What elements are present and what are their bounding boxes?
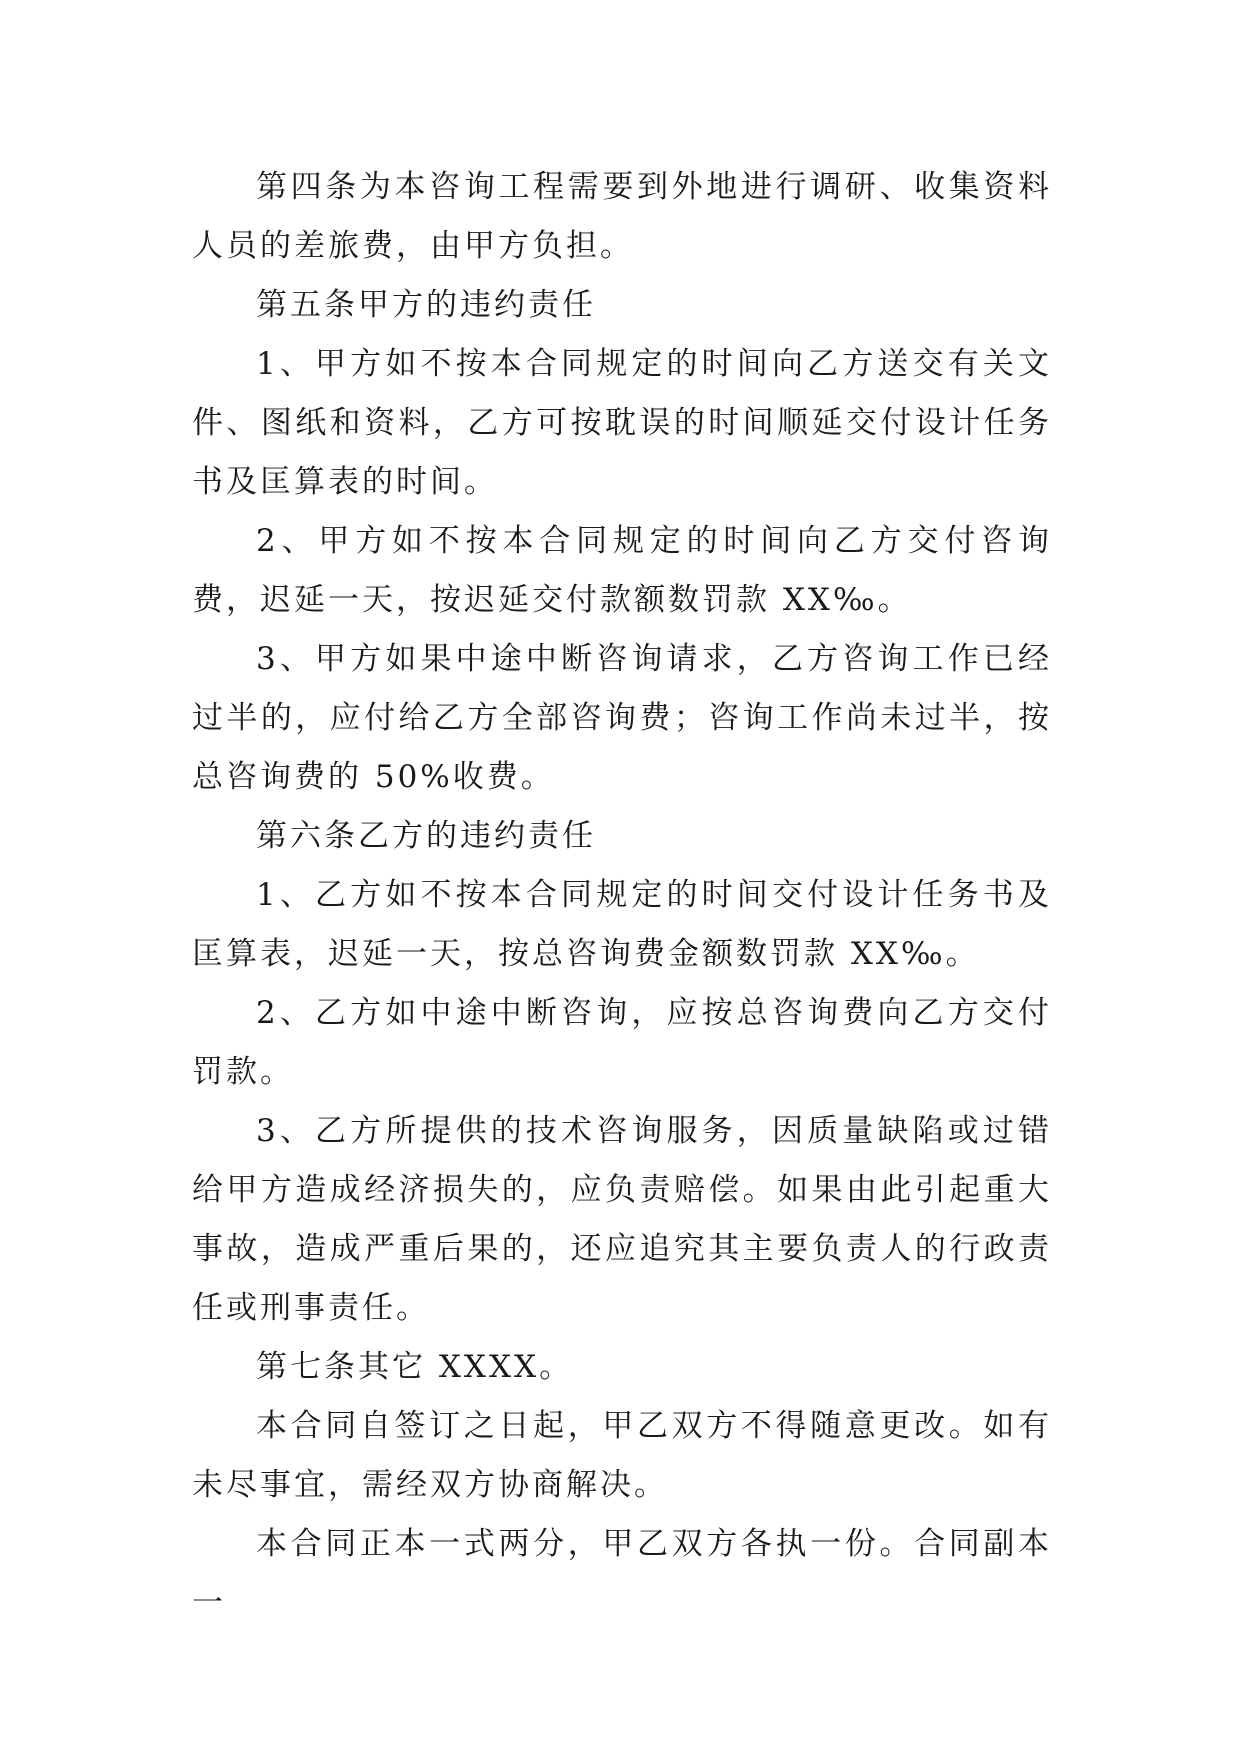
heading-article-5: 第五条甲方的违约责任 xyxy=(256,287,596,323)
paragraph-effective-clause: 本合同自签订之日起，甲乙双方不得随意更改。如有未尽事宜，需经双方协商解决。 xyxy=(192,1408,1052,1503)
paragraph-article-6-item-1: 1、乙方如不按本合同规定的时间交付设计任务书及匡算表，迟延一天，按总咨询费金额数罚款 XX‰。 xyxy=(192,877,1052,972)
paragraph-article-5-item-2: 2、甲方如不按本合同规定的时间向乙方交付咨询费，迟延一天，按迟延交付款额数罚款 XX‰。 xyxy=(192,523,1052,618)
document-body xyxy=(192,158,1052,1633)
heading-article-6: 第六条乙方的违约责任 xyxy=(256,818,596,854)
paragraph-article-4: 第四条为本咨询工程需要到外地进行调研、收集资料人员的差旅费，由甲方负担。 xyxy=(192,169,1052,264)
paragraph-copies-clause: 本合同正本一式两分，甲乙双方各执一份。合同副本一 xyxy=(192,1526,1052,1621)
paragraph-article-5-item-1: 1、甲方如不按本合同规定的时间向乙方送交有关文件、图纸和资料，乙方可按耽误的时间顺延交付设计任务书及匡算表的时间。 xyxy=(192,346,1052,500)
paragraph-article-5-item-3: 3、甲方如果中途中断咨询请求，乙方咨询工作已经过半的，应付给乙方全部咨询费；咨询工作尚未过半，按总咨询费的 50%收费。 xyxy=(192,641,1052,795)
heading-article-7: 第七条其它 XXXX。 xyxy=(256,1349,574,1385)
paragraph-article-6-item-2: 2、乙方如中途中断咨询，应按总咨询费向乙方交付罚款。 xyxy=(192,995,1052,1090)
paragraph-article-6-item-3: 3、乙方所提供的技术咨询服务，因质量缺陷或过错给甲方造成经济损失的，应负责赔偿。如果由此引起重大事故，造成严重后果的，还应追究其主要负责人的行政责任或刑事责任。 xyxy=(192,1113,1052,1326)
